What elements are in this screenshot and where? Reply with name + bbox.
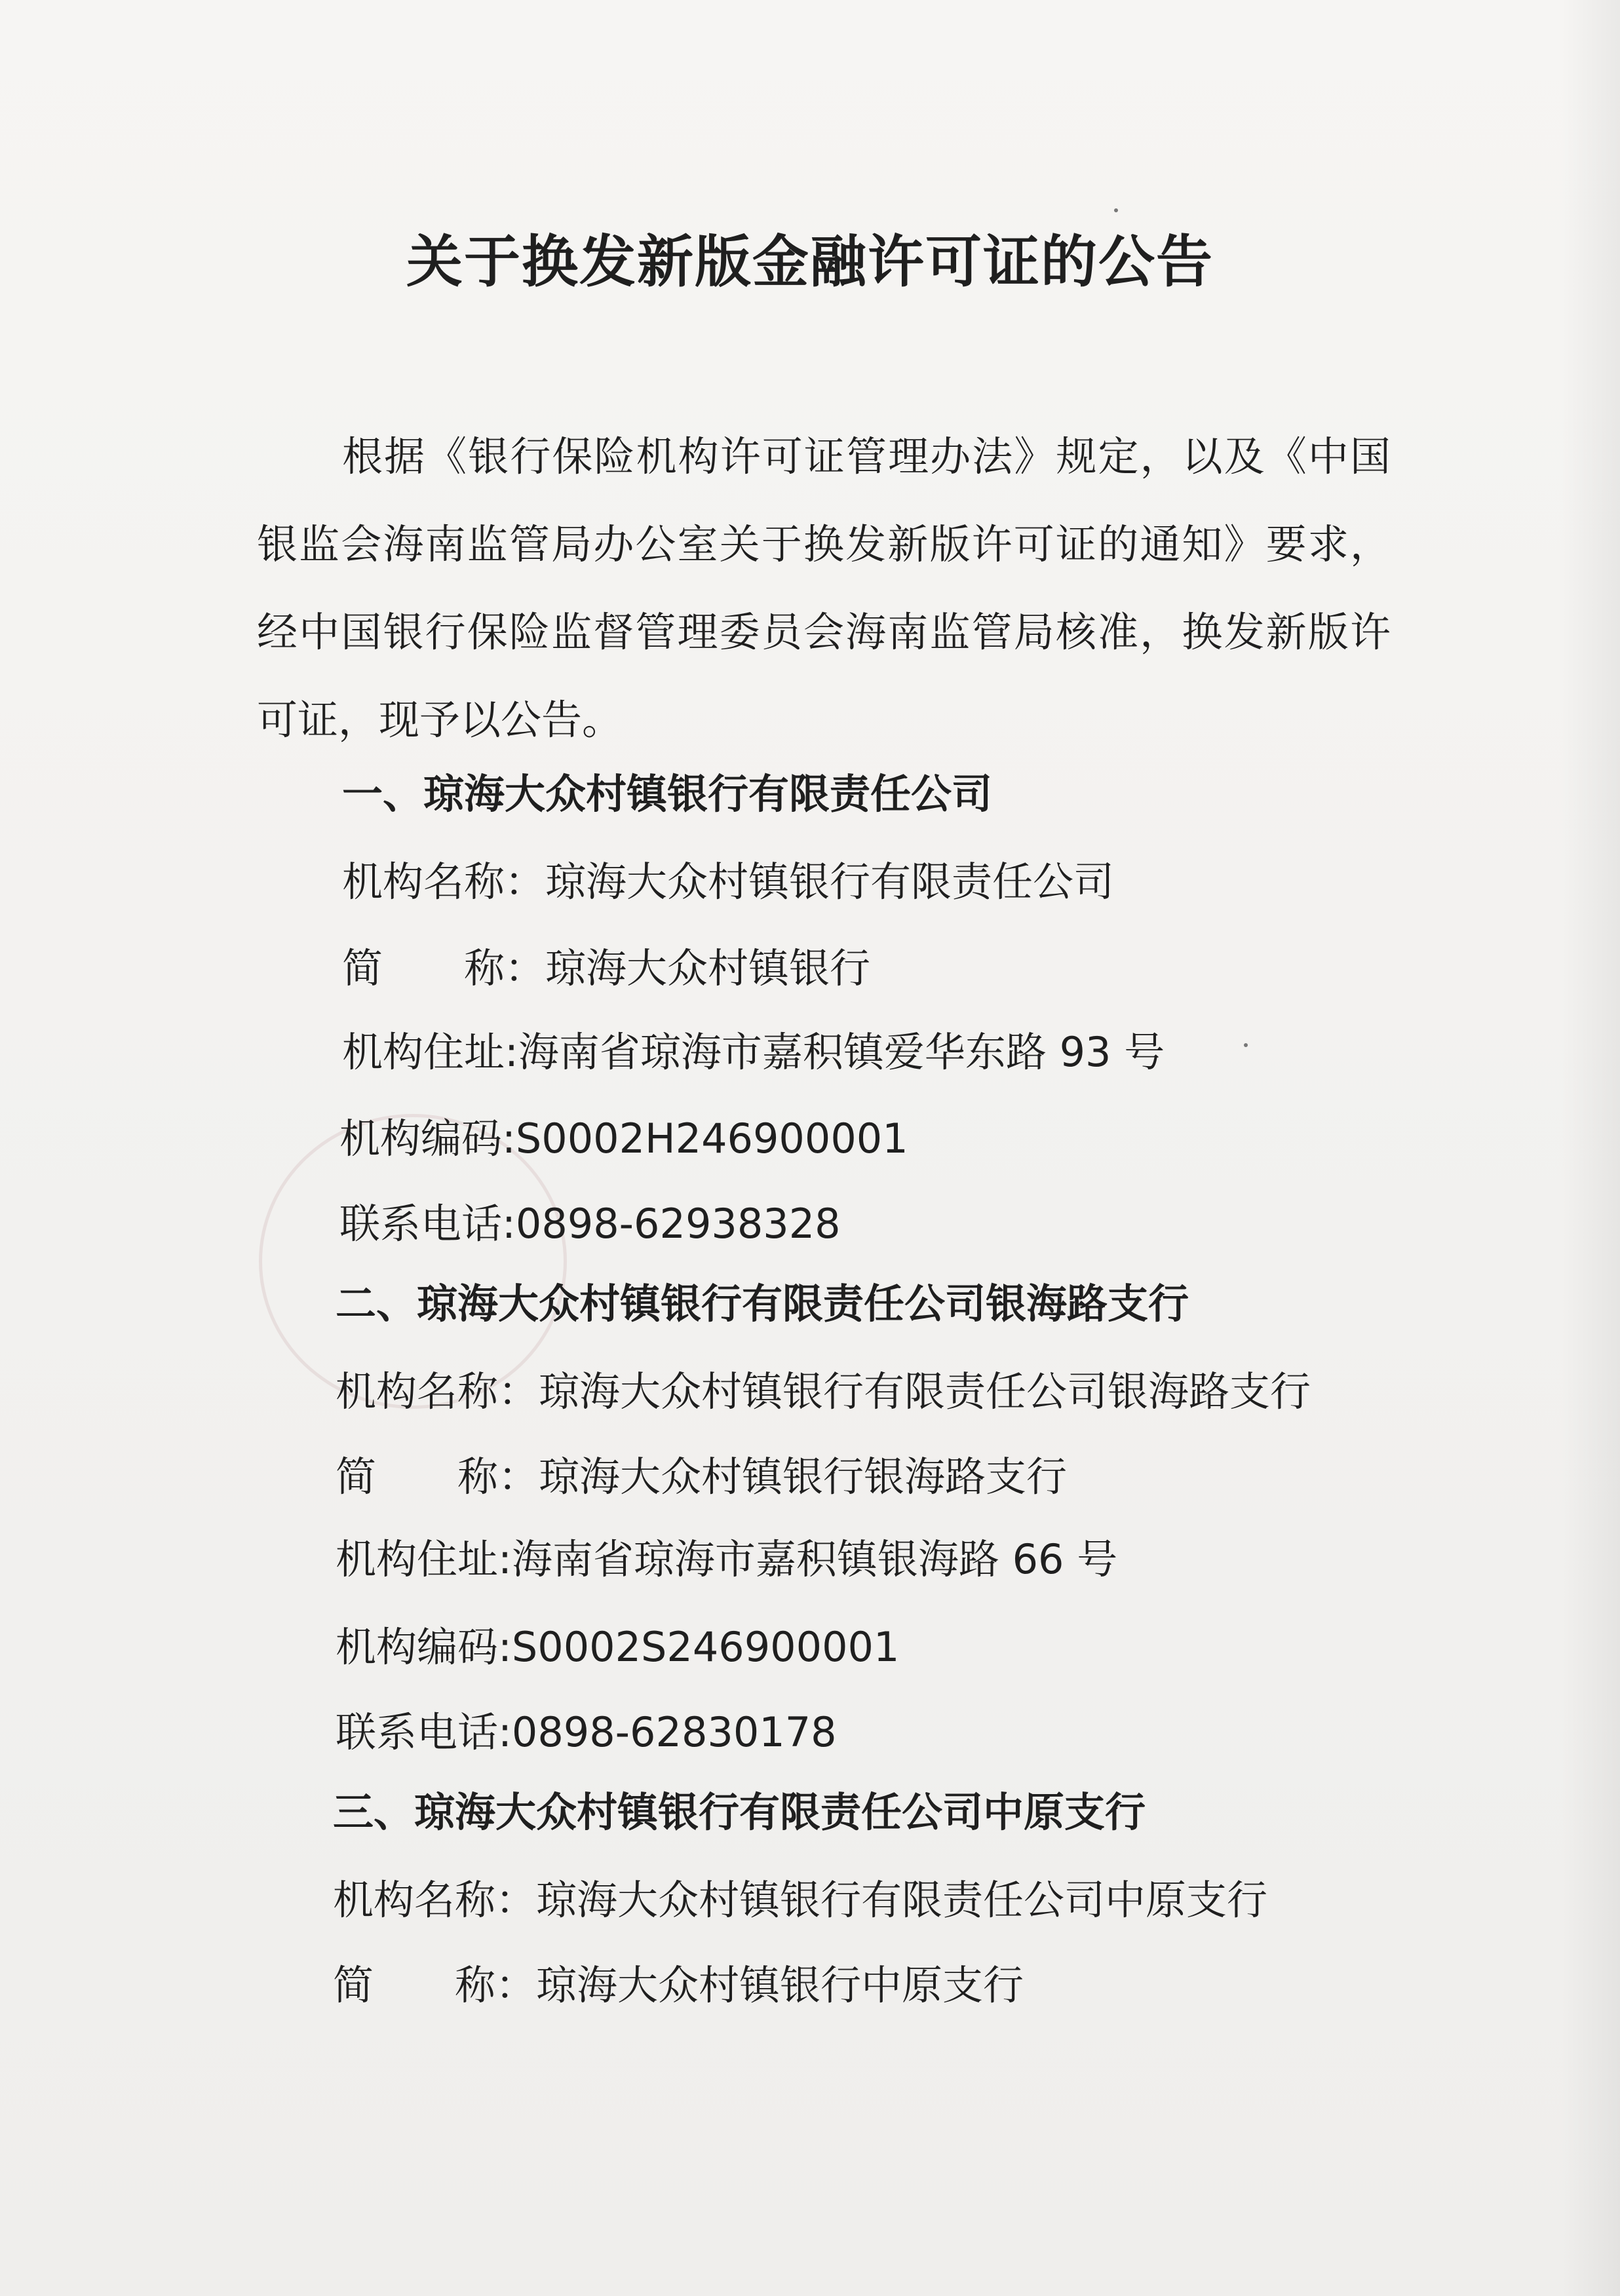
page-title: 关于换发新版金融许可证的公告 — [406, 229, 1214, 295]
section-2-code: 机构编码:S0002S246900001 — [336, 1623, 900, 1671]
section-2-name: 机构名称：琼海大众村镇银行有限责任公司银海路支行 — [336, 1368, 1311, 1415]
page-edge-shadow — [1561, 0, 1620, 2296]
speck — [1244, 1043, 1248, 1047]
section-1-short-name: 简 称：琼海大众村镇银行 — [342, 944, 871, 992]
intro-paragraph: 根据《银行保险机构许可证管理办法》规定，以及《中国银监会海南监管局办公室关于换发新版许可证的通知》要求，经中国银行保险监督管理委员会海南监管局核准，换发新版许可证，现予以公告。 — [257, 432, 1391, 744]
section-1-name: 机构名称：琼海大众村镇银行有限责任公司 — [342, 858, 1115, 906]
section-2-short-name: 简 称：琼海大众村镇银行银海路支行 — [336, 1453, 1068, 1501]
section-1-code: 机构编码:S0002H246900001 — [339, 1115, 908, 1162]
section-1-address: 机构住址:海南省琼海市嘉积镇爱华东路 93 号 — [342, 1028, 1165, 1076]
section-3-heading: 三、琼海大众村镇银行有限责任公司中原支行 — [333, 1788, 1146, 1836]
section-2-address: 机构住址:海南省琼海市嘉积镇银海路 66 号 — [336, 1535, 1118, 1583]
section-2-heading: 二、琼海大众村镇银行有限责任公司银海路支行 — [336, 1280, 1189, 1328]
section-1-heading: 一、琼海大众村镇银行有限责任公司 — [342, 770, 993, 818]
section-3-name: 机构名称：琼海大众村镇银行有限责任公司中原支行 — [333, 1876, 1268, 1924]
speck — [1114, 208, 1118, 212]
section-3-short-name: 简 称：琼海大众村镇银行中原支行 — [333, 1961, 1024, 2009]
section-2-phone: 联系电话:0898-62830178 — [336, 1708, 837, 1756]
section-1-phone: 联系电话:0898-62938328 — [339, 1200, 841, 1248]
